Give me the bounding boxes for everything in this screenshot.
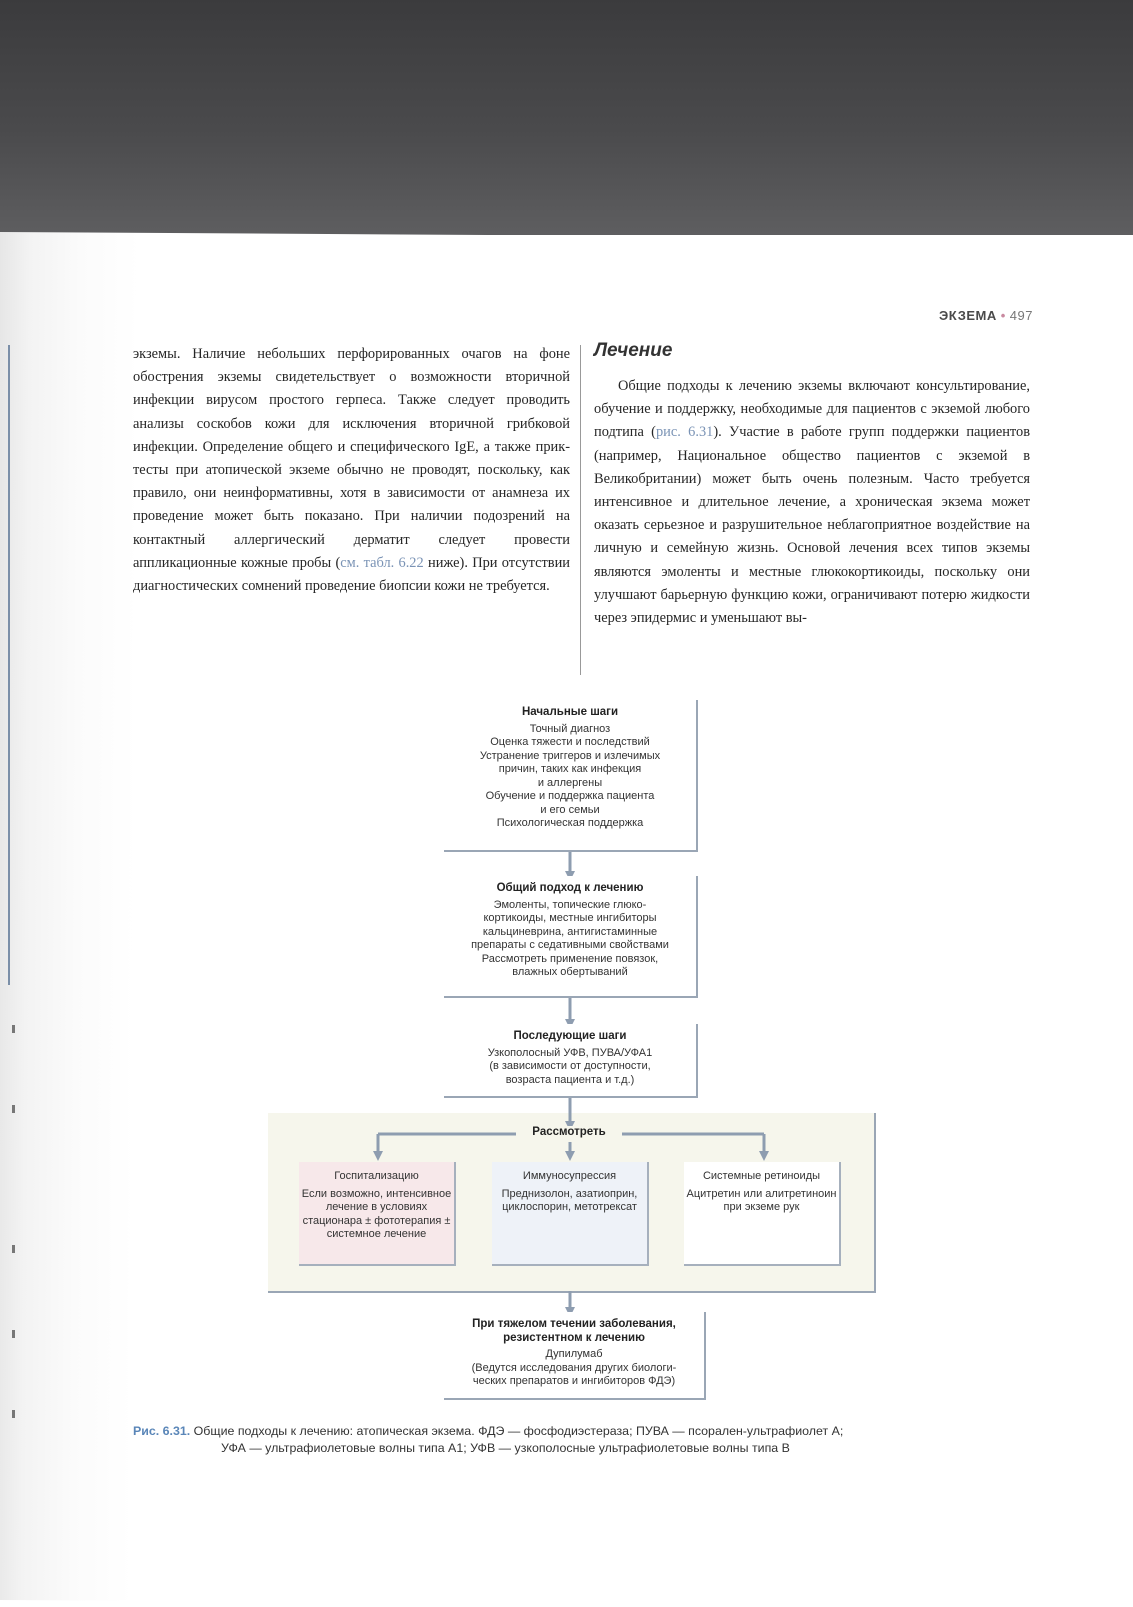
severe-title-line1: При тяжелом течении заболевания,	[472, 1318, 676, 1330]
caption-line2: УФА — ультрафиолетовые волны типа А1; УФВ — узкополосные ультрафиолетовые волны типа В	[221, 1441, 790, 1455]
general-line: препараты с седативными свойствами	[471, 939, 669, 951]
initial-line: и его семьи	[540, 803, 600, 816]
right-text-part2: ). Участие в работе групп поддержки пациентов (например, Национальное общество пациентов с экземой в Великобритании) может быть очень полезным. Часто требуется интенсивное и длительное лечение, а хроническая экзема может оказать серьезное и разрушительное неблагоприятное воздействие на личную и семейную жизнь. Основой лечения всех типов экземы являются эмоленты и местные глюкокортикоиды, поскольку они улучшают барьерную функцию кожи, ограничивают потерю жидкости через эпидермис и уменьшают вы-	[594, 424, 1031, 627]
severe-title-line2: резистентном к лечению	[503, 1331, 645, 1344]
initial-line: Оценка тяжести и последствий	[490, 736, 650, 748]
hospitalization-line: ± фототерапия	[365, 1214, 442, 1227]
severe-line: (Ведутся исследования других биологи-	[471, 1361, 677, 1374]
systemic-retinoids-title: Системные ретиноиды	[702, 1170, 821, 1182]
initial-line: и аллергены	[537, 776, 603, 789]
hospitalization-line: ± системное лечение	[326, 1214, 451, 1240]
hospitalization-line: интенсивное лечение	[325, 1187, 452, 1213]
hospitalization-box	[299, 1162, 456, 1266]
general-line: влажных обертываний	[512, 966, 628, 978]
initial-line: причин, таких как инфекция	[498, 763, 642, 775]
hospitalization-line: в условиях стационара	[302, 1201, 428, 1227]
table-reference-link[interactable]: см. табл. 6.22	[340, 554, 424, 571]
initial-steps-title: Начальные шаги	[521, 706, 619, 718]
general-line: Рассмотреть применение повязок,	[481, 952, 659, 965]
severe-line: ческих препаратов и ингибиторов ФДЭ)	[472, 1375, 676, 1387]
immunosuppression-line: Преднизолон,	[501, 1187, 573, 1200]
page-number: 497	[1009, 308, 1033, 323]
initial-line: Психологическая поддержка	[496, 817, 644, 829]
retinoids-line: алитретиноин	[765, 1187, 837, 1200]
hospitalization-line: Если возможно,	[301, 1187, 384, 1200]
immunosuppression-box	[492, 1162, 649, 1266]
figure-reference-link[interactable]: рис. 6.31	[655, 424, 714, 441]
retinoids-line: Ацитретин или	[686, 1187, 763, 1200]
next-steps-title: Последующие шаги	[513, 1030, 627, 1042]
general-line: кортикоиды, местные ингибиторы	[483, 912, 657, 924]
section-heading: Лечение	[594, 340, 673, 361]
caption-line1: Общие подходы к лечению: атопическая экзема. ФДЭ — фосфодиэстераза; ПУВА — псорален-ультрафиолет А;	[190, 1424, 844, 1438]
general-approach-box	[444, 876, 698, 998]
left-text-part2: ниже). При отсутствии диагностических сомнений проведение биопсии кожи не требуется.	[133, 554, 570, 595]
consider-label: Рассмотреть	[516, 1126, 622, 1138]
immunosuppression-line: азатиоприн,	[575, 1187, 638, 1200]
left-text-part1: экземы. Наличие небольших перфорированных очагов на фоне обострения экземы свидетельствует о возможности вторичной инфекции вирусом простого герпеса. Также следует проводить анализы соскобов кожи для исключения вторичной грибковой инфекции. Определение общего и специфического IgE, а также прик-тесты при атопической экземе обычно не проводят, поскольку, как правило, они неинформативны, хотя в зависимости от анамнеза их проведение может быть показано. При наличии подозрений на контактный аллергический дерматит следует провести аппликационные кожные пробы (	[133, 346, 570, 571]
hospitalization-title: Госпитализацию	[334, 1170, 419, 1182]
immunosuppression-line: метотрексат	[574, 1201, 637, 1213]
severe-disease-box	[444, 1312, 706, 1400]
immunosuppression-title: Иммуносупрессия	[522, 1170, 617, 1182]
general-line: Эмоленты, топические глюко-	[493, 898, 647, 911]
next-line: Узкополосный УФВ, ПУВА/УФА1	[487, 1046, 653, 1059]
general-line: кальциневрина, антигистаминные	[482, 925, 658, 938]
general-approach-title: Общий подход к лечению	[496, 882, 644, 894]
caption-label: Рис. 6.31.	[133, 1424, 191, 1438]
next-line: (в зависимости от доступности,	[489, 1060, 651, 1072]
systemic-retinoids-box	[684, 1162, 841, 1266]
initial-line: Обучение и поддержка пациента	[485, 790, 655, 802]
initial-line: Устранение триггеров и излечимых	[479, 749, 661, 762]
next-steps-box	[444, 1024, 698, 1098]
initial-steps-box	[444, 700, 698, 852]
right-text-part1: Общие подходы к лечению экземы включают консультирование, обучение и поддержку, необходимые для пациентов с экземой любого подтипа (	[594, 378, 1030, 441]
figure-caption	[133, 1423, 1033, 1457]
severe-line: Дупилумаб	[545, 1348, 603, 1360]
initial-line: Точный диагноз	[529, 722, 611, 735]
retinoids-line: при экземе рук	[723, 1201, 800, 1213]
next-line: возраста пациента и т.д.)	[505, 1073, 635, 1086]
immunosuppression-line: циклоспорин,	[502, 1201, 572, 1213]
running-head-separator: •	[1000, 308, 1006, 323]
running-head-title: ЭКЗЕМА	[939, 308, 997, 323]
